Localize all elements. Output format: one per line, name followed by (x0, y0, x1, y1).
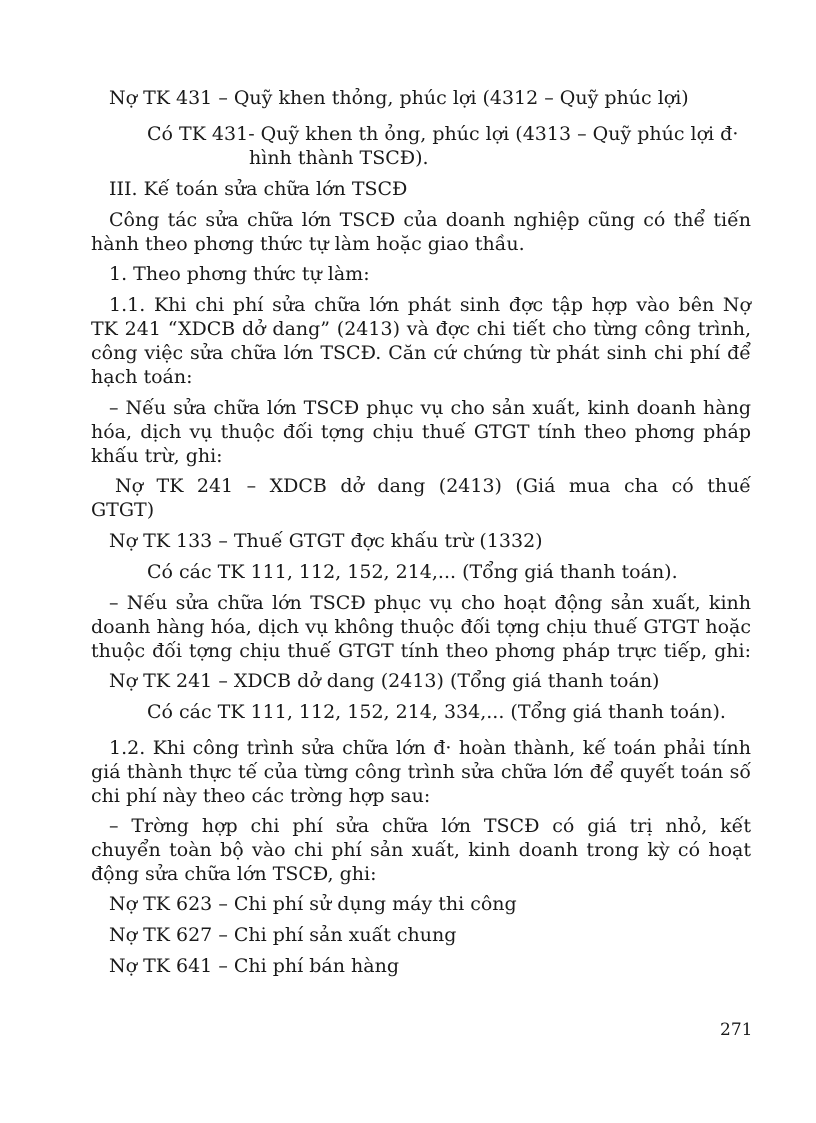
page-number: 271 (720, 1020, 753, 1040)
paragraph-line: chi phí này theo các trờng hợp sau: (91, 785, 431, 807)
paragraph-line: thuộc đối tợng chịu thuế GTGT tính theo phơng pháp trực tiếp, ghi: (91, 640, 751, 662)
entry-no-tk-431: Nợ TK 431 – Quỹ khen thỏng, phúc lợi (4312 – Quỹ phúc lợi) (109, 87, 689, 109)
paragraph-line: hạch toán: (91, 366, 193, 388)
paragraph-line: 1.1. Khi chi phí sửa chữa lớn phát sinh đợc tập hợp vào bên Nợ (109, 294, 751, 316)
paragraph-line: chuyển toàn bộ vào chi phí sản xuất, kinh doanh trong kỳ có hoạt (91, 839, 751, 861)
entry-co-tk-431: Có TK 431- Quỹ khen th ỏng, phúc lợi (4313 – Quỹ phúc lợi đ· (147, 123, 739, 145)
paragraph-line: hành theo phơng thức tự làm hoặc giao thầu. (91, 233, 525, 255)
paragraph-line: TK 241 “XDCB dở dang” (2413) và đợc chi tiết cho từng công trình, (91, 318, 751, 340)
entry-no-tk-623: Nợ TK 623 – Chi phí sử dụng máy thi công (109, 893, 517, 915)
paragraph-line: khấu trừ, ghi: (91, 445, 223, 467)
entry-no-tk-241-total: Nợ TK 241 – XDCB dở dang (2413) (Tổng giá thanh toán) (109, 670, 660, 692)
entry-no-tk-641: Nợ TK 641 – Chi phí bán hàng (109, 955, 399, 977)
paragraph-line: Công tác sửa chữa lớn TSCĐ của doanh nghiệp cũng có thể tiến (109, 209, 751, 231)
entry-co-cac-tk-334: Có các TK 111, 112, 152, 214, 334,... (Tổng giá thanh toán). (147, 701, 726, 723)
paragraph-line: doanh hàng hóa, dịch vụ không thuộc đối tợng chịu thuế GTGT hoặc (91, 616, 751, 638)
entry-no-tk-241: Nợ TK 241 – XDCB dở dang (2413) (Giá mua cha có thuế (115, 475, 751, 497)
entry-no-tk-627: Nợ TK 627 – Chi phí sản xuất chung (109, 924, 457, 946)
subheading: 1. Theo phơng thức tự làm: (109, 263, 370, 285)
paragraph-line: 1.2. Khi công trình sửa chữa lớn đ· hoàn thành, kế toán phải tính (109, 737, 751, 759)
paragraph-line: – Nếu sửa chữa lớn TSCĐ phục vụ cho hoạt động sản xuất, kinh (109, 592, 751, 614)
section-heading: III. Kế toán sửa chữa lớn TSCĐ (109, 178, 408, 200)
paragraph-line: giá thành thực tế của từng công trình sửa chữa lớn để quyết toán số (91, 761, 751, 783)
entry-no-tk-241-cont: GTGT) (91, 499, 155, 521)
paragraph-line: – Trờng hợp chi phí sửa chữa lớn TSCĐ có giá trị nhỏ, kết (109, 815, 751, 837)
paragraph-line: động sửa chữa lớn TSCĐ, ghi: (91, 863, 377, 885)
entry-co-tk-431-cont: hình thành TSCĐ). (249, 147, 429, 169)
paragraph-line: – Nếu sửa chữa lớn TSCĐ phục vụ cho sản xuất, kinh doanh hàng (109, 397, 751, 419)
entry-no-tk-133: Nợ TK 133 – Thuế GTGT đợc khấu trừ (1332) (109, 530, 543, 552)
entry-co-cac-tk: Có các TK 111, 112, 152, 214,... (Tổng giá thanh toán). (147, 561, 678, 583)
paragraph-line: công việc sửa chữa lớn TSCĐ. Căn cứ chứng từ phát sinh chi phí để (91, 342, 751, 364)
paragraph-line: hóa, dịch vụ thuộc đối tợng chịu thuế GTGT tính theo phơng pháp (91, 421, 751, 443)
